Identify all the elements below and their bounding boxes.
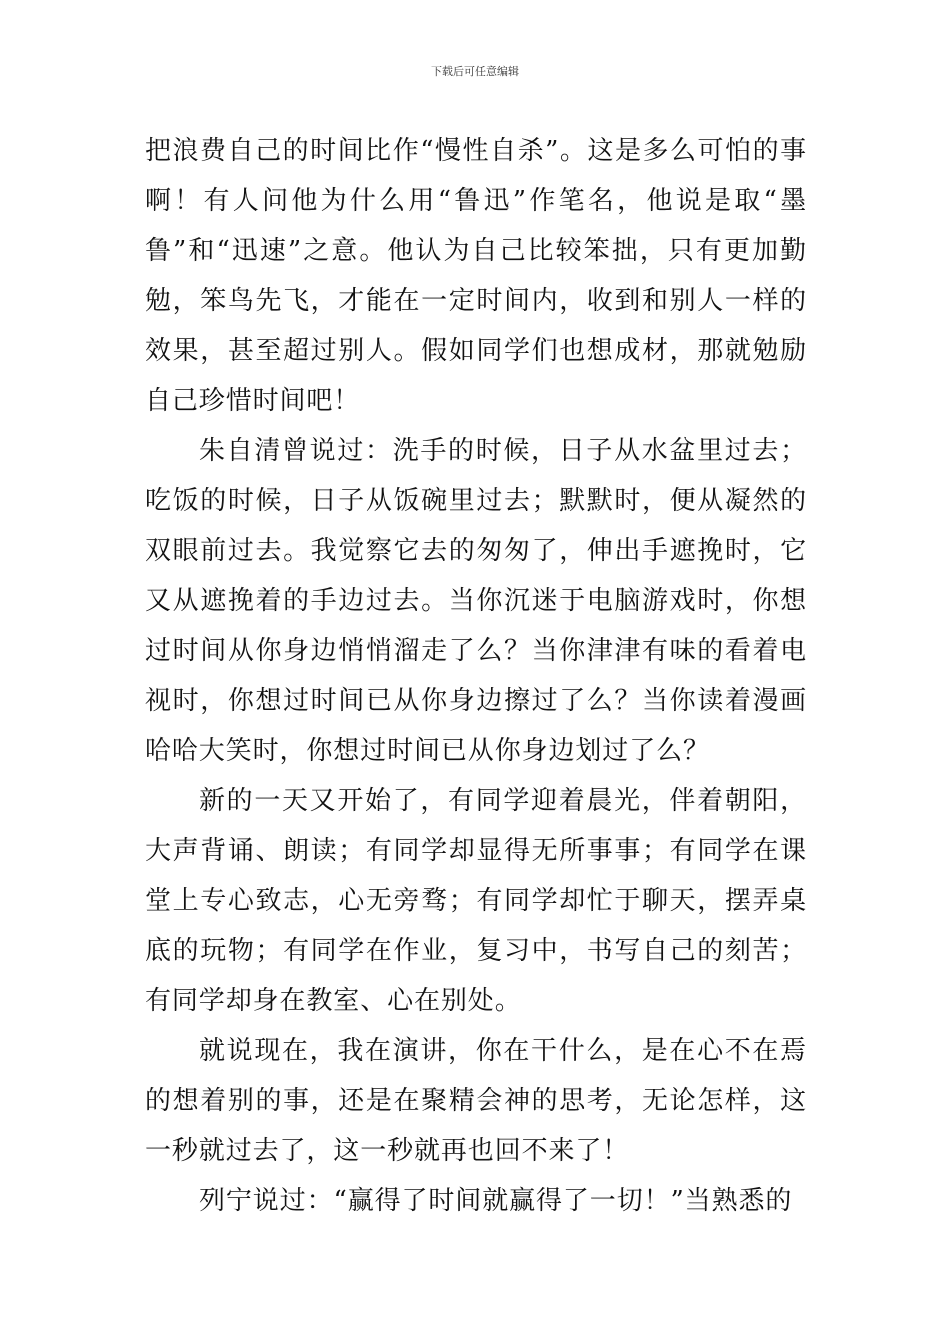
document-body [145,126,807,1226]
paragraph: 朱自清曾说过：洗手的时候，日子从水盆里过去；吃饭的时候，日子从饭碗里过去；默默时，便从凝然的双眼前过去。我觉察它去的匆匆了，伸出手遮挽时，它又从遮挽着的手边过去。当你沉迷于电脑游戏时，你想过时间从你身边悄悄溜走了么？当你津津有味的看着电视时，你想过时间已从你身边擦过了么？当你读着漫画哈哈大笑时，你想过时间已从你身边划过了么？ [145,436,807,766]
paragraph: 把浪费自己的时间比作“慢性自杀”。这是多么可怕的事啊！有人问他为什么用“鲁迅”作笔名，他说是取“墨鲁”和“迅速”之意。他认为自己比较笨拙，只有更加勤勉，笨鸟先飞，才能在一定时间内，收到和别人一样的效果，甚至超过别人。假如同学们也想成材，那就勉励自己珍惜时间吧！ [145,136,807,416]
paragraph: 列宁说过：“赢得了时间就赢得了一切！”当熟悉的 [199,1186,793,1216]
page-header: 下载后可任意编辑 [431,65,519,78]
paragraph: 新的一天又开始了，有同学迎着晨光，伴着朝阳，大声背诵、朗读；有同学却显得无所事事；有同学在课堂上专心致志，心无旁骛；有同学却忙于聊天，摆弄桌底的玩物；有同学在作业，复习中，书写自己的刻苦；有同学却身在教室、心在别处。 [145,786,807,1016]
paragraph: 就说现在，我在演讲，你在干什么，是在心不在焉的想着别的事，还是在聚精会神的思考，无论怎样，这一秒就过去了，这一秒就再也回不来了！ [145,1036,807,1166]
